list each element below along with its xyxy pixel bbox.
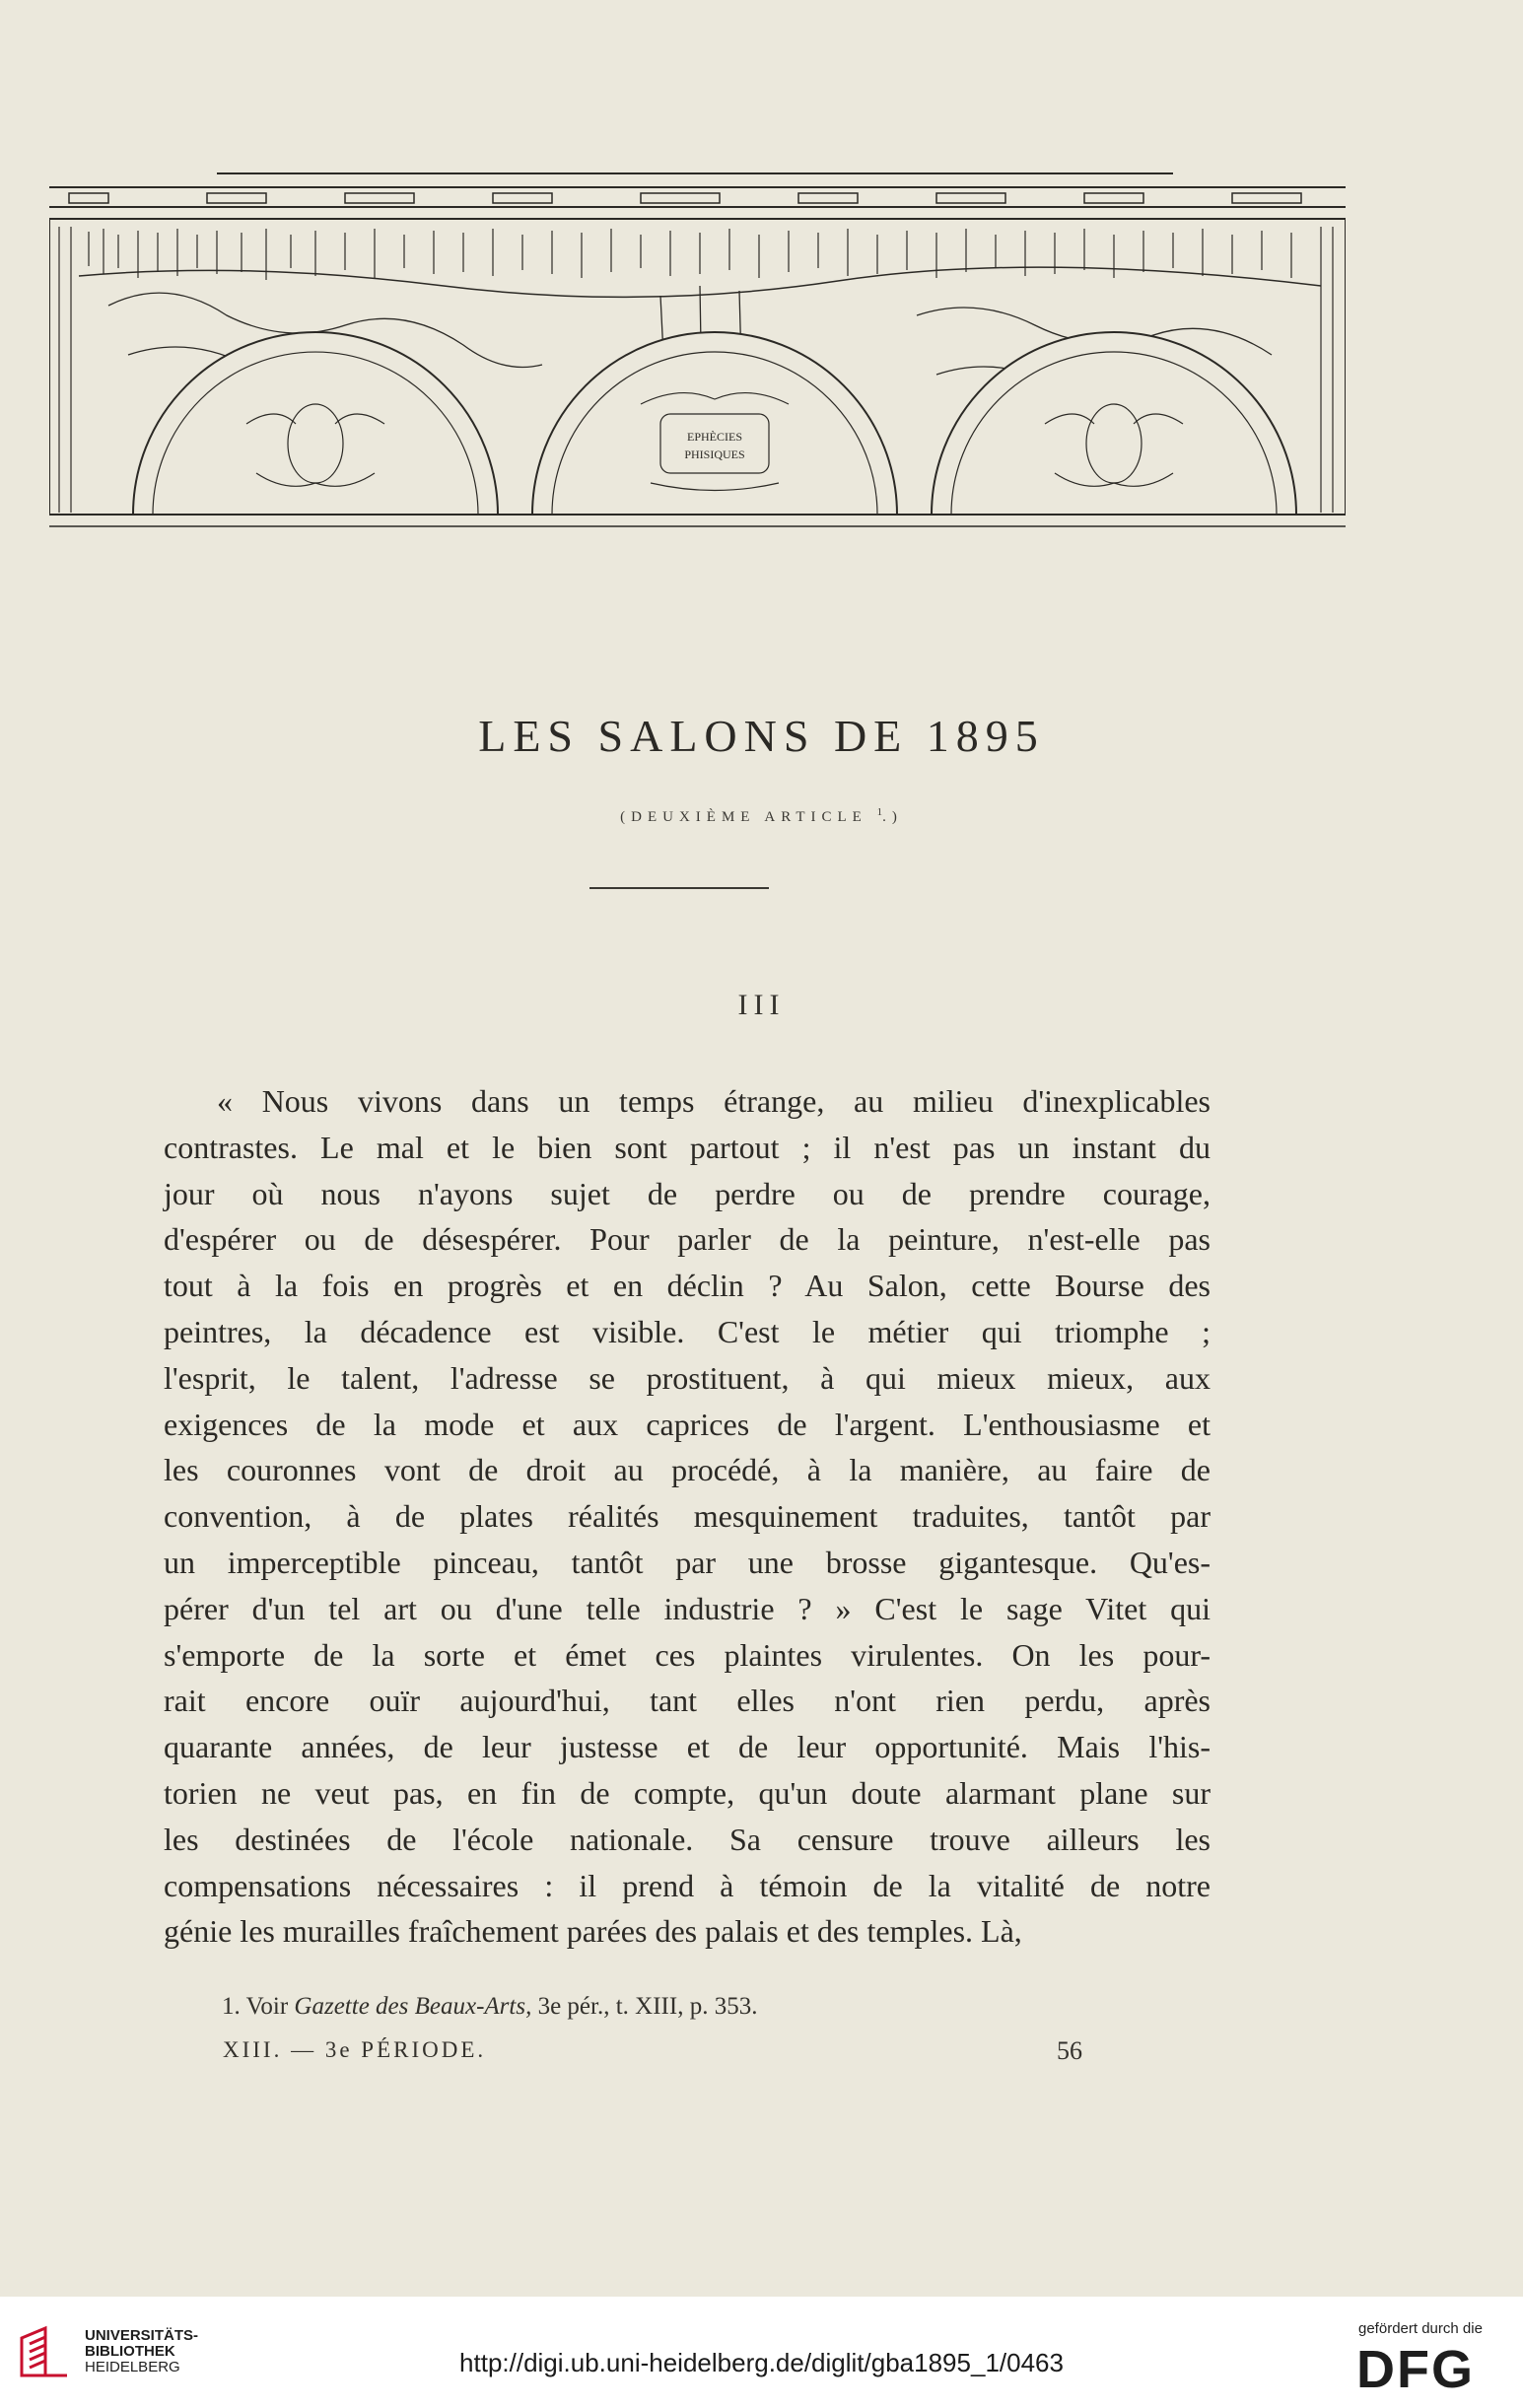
subtitle-footnote-marker: 1 (876, 806, 883, 818)
header-engraving (49, 158, 1346, 552)
body-line: un imperceptible pinceau, tantôt par une brosse gigantesque. Qu'es- (164, 1544, 1211, 1580)
dfg-logo[interactable]: DFG (1356, 2340, 1475, 2399)
permalink-url[interactable]: http://digi.ub.uni-heidelberg.de/diglit/gba1895_1/0463 (459, 2348, 1064, 2377)
subtitle-text: (DEUXIÈME ARTICLE (620, 809, 867, 825)
viewer-footer (0, 2297, 1523, 2408)
library-name-line2: BIBLIOTHEK (85, 2343, 175, 2360)
body-line: rait encore ouïr aujourd'hui, tant elles n'ont rien perdu, après (164, 1683, 1211, 1719)
body-line: les destinées de l'école nationale. Sa censure trouve ailleurs les (164, 1821, 1211, 1857)
body-line: « Nous vivons dans un temps étrange, au milieu d'inexplicables (217, 1083, 1211, 1119)
article-subtitle (0, 806, 1523, 826)
title-divider (589, 887, 769, 889)
funding-label: gefördert durch die (1358, 2320, 1483, 2337)
footnote-journal: Gazette des Beaux-Arts, (294, 1993, 532, 2020)
footnote-number: 1. (222, 1993, 241, 2020)
body-line: torien ne veut pas, en fin de compte, qu'un doute alarmant plane sur (164, 1774, 1211, 1811)
body-line: jour où nous n'ayons sujet de perdre ou de prendre courage, (164, 1175, 1211, 1211)
body-text (164, 1078, 1211, 1955)
footnote (222, 1993, 757, 2021)
cartouche-text-1: EPHÈCIES (686, 430, 743, 444)
body-line: compensations nécessaires : il prend à témoin de la vitalité de notre (164, 1867, 1211, 1903)
subtitle-close: .) (882, 809, 903, 825)
body-line: exigences de la mode et aux caprices de l'argent. L'enthousiasme et (164, 1406, 1211, 1442)
library-name-line1: UNIVERSITÄTS- (85, 2327, 199, 2344)
library-name-line3: HEIDELBERG (85, 2359, 180, 2375)
body-line: tout à la fois en progrès et en déclin ? Au Salon, cette Bourse des (164, 1268, 1211, 1304)
body-line: d'espérer ou de désespérer. Pour parler de la peinture, n'est-elle pas (164, 1221, 1211, 1258)
body-line: contrastes. Le mal et le bien sont partout ; il n'est pas un instant du (164, 1129, 1211, 1165)
body-line: génie les murailles fraîchement parées des palais et des temples. Là, (164, 1913, 1022, 1950)
signature-mark: XIII. — 3e PÉRIODE. (223, 2037, 487, 2062)
body-line: l'esprit, le talent, l'adresse se prostituent, à qui mieux mieux, aux (164, 1359, 1211, 1396)
body-line: pérer d'un tel art ou d'une telle industrie ? » C'est le sage Vitet qui (164, 1590, 1211, 1626)
body-line: convention, à de plates réalités mesquinement traduites, tantôt par (164, 1498, 1211, 1535)
body-line: s'emporte de la sorte et émet ces plaintes virulentes. On les pour- (164, 1636, 1211, 1673)
body-line: les couronnes vont de droit au procédé, à la manière, au faire de (164, 1452, 1211, 1488)
section-number: III (737, 989, 786, 1021)
page-number: 56 (1057, 2036, 1082, 2065)
footnote-prefix: Voir (245, 1993, 289, 2020)
body-line: quarante années, de leur justesse et de leur opportunité. Mais l'his- (164, 1729, 1211, 1765)
article-title: LES SALONS DE 1895 (478, 711, 1045, 761)
cartouche-text-2: PHISIQUES (684, 447, 745, 461)
body-line: peintres, la décadence est visible. C'est le métier qui triomphe ; (164, 1313, 1211, 1349)
footnote-rest: 3e pér., t. XIII, p. 353. (537, 1993, 758, 2020)
